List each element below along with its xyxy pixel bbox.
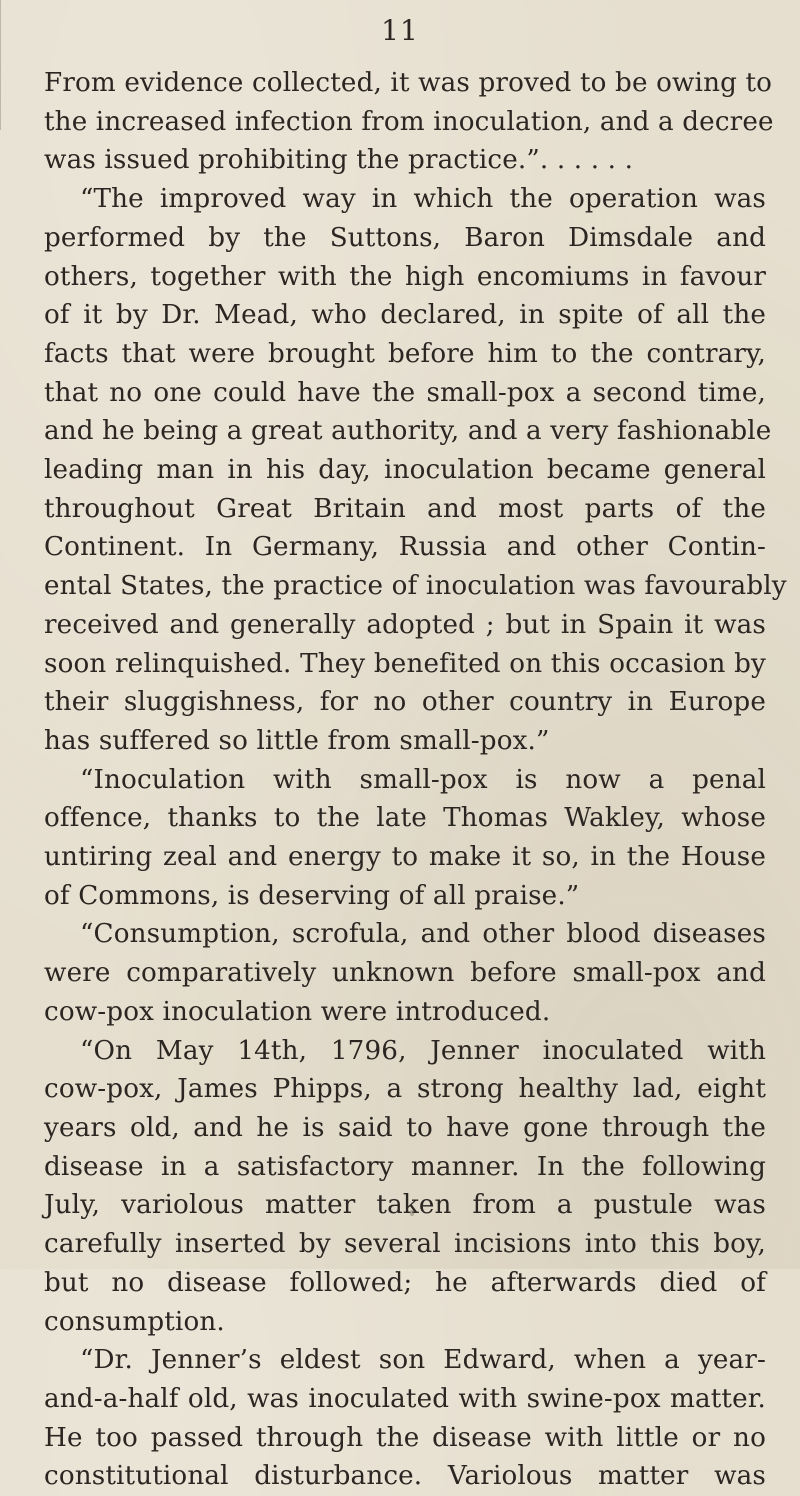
- page-number: 11: [381, 14, 419, 47]
- text-line: ental States, the practice of inoculation was favourably: [44, 571, 787, 602]
- text-line: performed by the Suttons, Baron Dimsdale and: [44, 222, 766, 253]
- text-line: “The improved way in which the operation was: [80, 184, 766, 215]
- text-line: years old, and he is said to have gone through the: [44, 1112, 766, 1143]
- text-line: “Consumption, scrofula, and other blood diseases: [80, 919, 766, 950]
- text-line: and-a-half old, was inoculated with swine-pox matter.: [44, 1383, 766, 1414]
- body-text: [44, 64, 787, 1496]
- text-line: leading man in his day, inoculation became general: [44, 455, 766, 486]
- paper-blemish: [410, 1210, 414, 1216]
- text-line: of Commons, is deserving of all praise.”: [44, 880, 580, 911]
- text-line: consumption.: [44, 1306, 225, 1337]
- text-line: received and generally adopted ; but in Spain it was: [44, 609, 766, 640]
- text-line: July, variolous matter taken from a pustule was: [44, 1190, 766, 1221]
- text-line: “Dr. Jenner’s eldest son Edward, when a year-: [80, 1345, 766, 1376]
- text-line: “On May 14th, 1796, Jenner inoculated with: [80, 1035, 766, 1066]
- text-line: cow-pox, James Phipps, a strong healthy lad, eight: [44, 1074, 766, 1105]
- text-line: From evidence collected, it was proved to be owing to: [44, 68, 773, 98]
- text-line: “Inoculation with small-pox is now a penal: [80, 764, 766, 795]
- text-line: cow-pox inoculation were introduced.: [44, 996, 551, 1027]
- text-line: offence, thanks to the late Thomas Wakley, whose: [44, 803, 766, 834]
- text-line: disease in a satisfactory manner. In the following: [44, 1151, 766, 1182]
- text-line: but no disease followed; he afterwards died of: [44, 1267, 766, 1298]
- text-line: He too passed through the disease with little or no: [44, 1422, 766, 1453]
- text-line: has suffered so little from small-pox.”: [44, 725, 550, 756]
- text-line: throughout Great Britain and most parts of the: [44, 493, 766, 524]
- text-line: carefully inserted by several incisions into this boy,: [44, 1229, 766, 1260]
- text-line: Continent. In Germany, Russia and other Contin-: [44, 532, 766, 563]
- text-line: that no one could have the small-pox a second time,: [44, 377, 766, 408]
- text-line: facts that were brought before him to the contrary,: [44, 338, 766, 369]
- text-line: of it by Dr. Mead, who declared, in spite of all the: [44, 300, 766, 331]
- text-line: soon relinquished. They benefited on this occasion by: [44, 648, 766, 679]
- text-line: their sluggishness, for no other country in Europe: [44, 687, 766, 718]
- text-line: untiring zeal and energy to make it so, in the House: [44, 842, 766, 873]
- text-line: the increased infection from inoculation, and a decree: [44, 106, 774, 137]
- text-line: and he being a great authority, and a very fashionable: [44, 416, 772, 447]
- text-line: were comparatively unknown before small-pox and: [44, 958, 766, 989]
- text-line: constitutional disturbance. Variolous matter was: [44, 1461, 766, 1492]
- text-line: was issued prohibiting the practice.”. . . . . .: [44, 145, 634, 176]
- text-line: others, together with the high encomiums in favour: [44, 261, 766, 292]
